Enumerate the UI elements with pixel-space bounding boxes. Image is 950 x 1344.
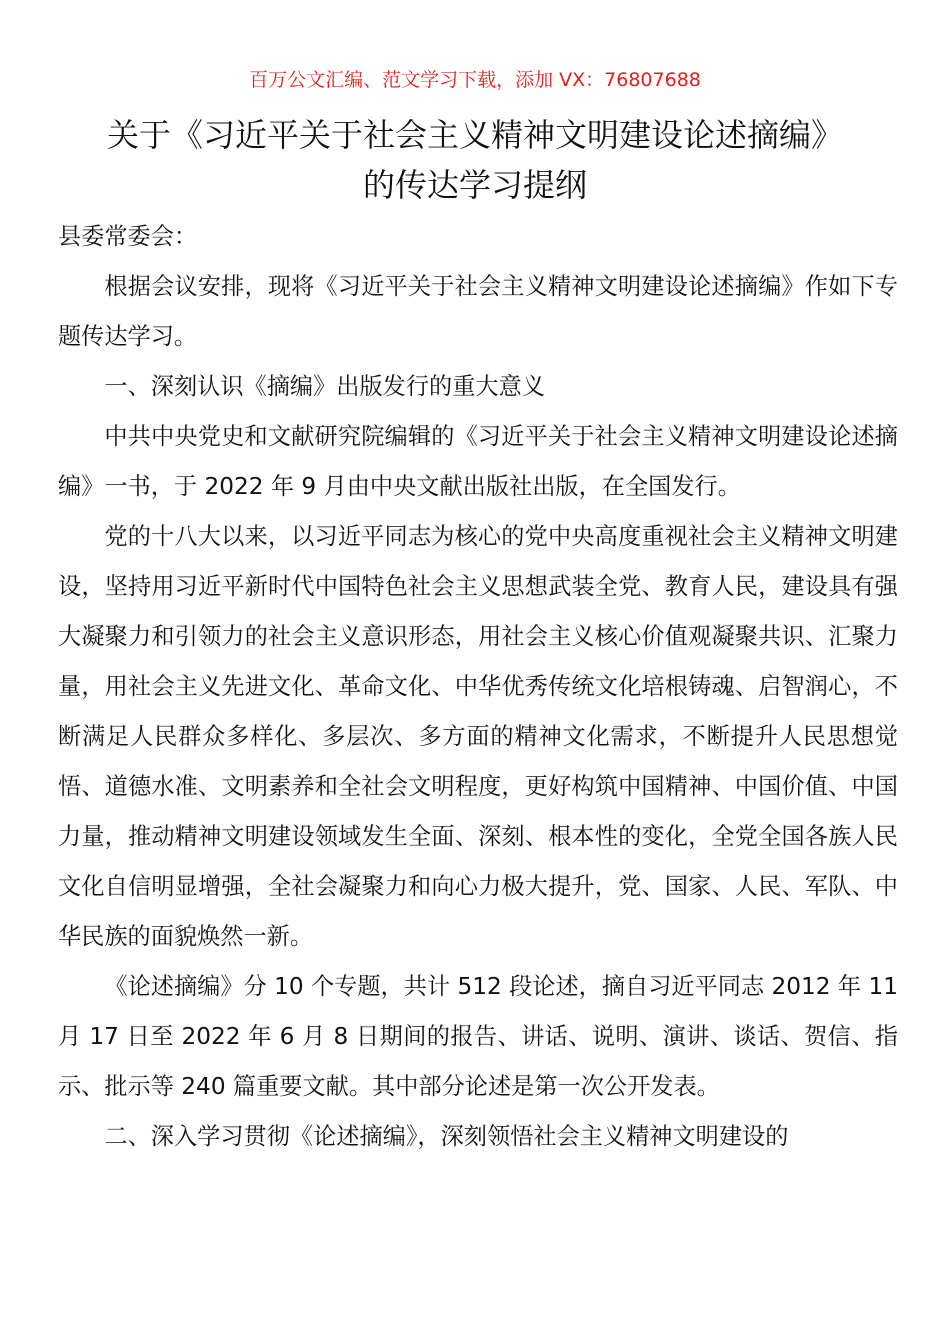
- section-heading-1: 一、深刻认识《摘编》出版发行的重大意义: [104, 373, 545, 400]
- watermark-banner: 百万公文汇编、范文学习下载，添加 VX：76807688: [249, 69, 701, 91]
- document-body: [58, 212, 898, 1162]
- salutation: 县委常委会：: [58, 223, 198, 250]
- document-title: [0, 110, 950, 210]
- paragraph-publication: 中共中央党史和文献研究院编辑的《习近平关于社会主义精神文明建设论述摘编》一书，于 2022 年 9 月由中央文献出版社出版，在全国发行。: [58, 423, 898, 500]
- paragraph-contents: 《论述摘编》分 10 个专题，共计 512 段论述，摘自习近平同志 2012 年 11 月 17 日至 2022 年 6 月 8 日期间的报告、讲话、说明、演讲、谈话、贺信、指示、批示等 240 篇重要文献。其中部分论述是第一次公开发表。: [58, 973, 898, 1100]
- title-line-2: 的传达学习提纲: [362, 166, 587, 204]
- title-line-1: 关于《习近平关于社会主义精神文明建设论述摘编》: [106, 116, 843, 154]
- paragraph-background: 党的十八大以来，以习近平同志为核心的党中央高度重视社会主义精神文明建设，坚持用习近平新时代中国特色社会主义思想武装全党、教育人民，建设具有强大凝聚力和引领力的社会主义意识形态，用社会主义核心价值观凝聚共识、汇聚力量，用社会主义先进文化、革命文化、中华优秀传统文化培根铸魂、启智润心，不断满足人民群众多样化、多层次、多方面的精神文化需求，不断提升人民思想觉悟、道德水准、文明素养和全社会文明程度，更好构筑中国精神、中国价值、中国力量，推动精神文明建设领域发生全面、深刻、根本性的变化，全党全国各族人民文化自信明显增强，全社会凝聚力和向心力极大提升，党、国家、人民、军队、中华民族的面貌焕然一新。: [58, 523, 898, 950]
- section-heading-2: 二、深入学习贯彻《论述摘编》，深刻领悟社会主义精神文明建设的: [104, 1123, 789, 1150]
- paragraph-intro: 根据会议安排，现将《习近平关于社会主义精神文明建设论述摘编》作如下专题传达学习。: [58, 273, 898, 350]
